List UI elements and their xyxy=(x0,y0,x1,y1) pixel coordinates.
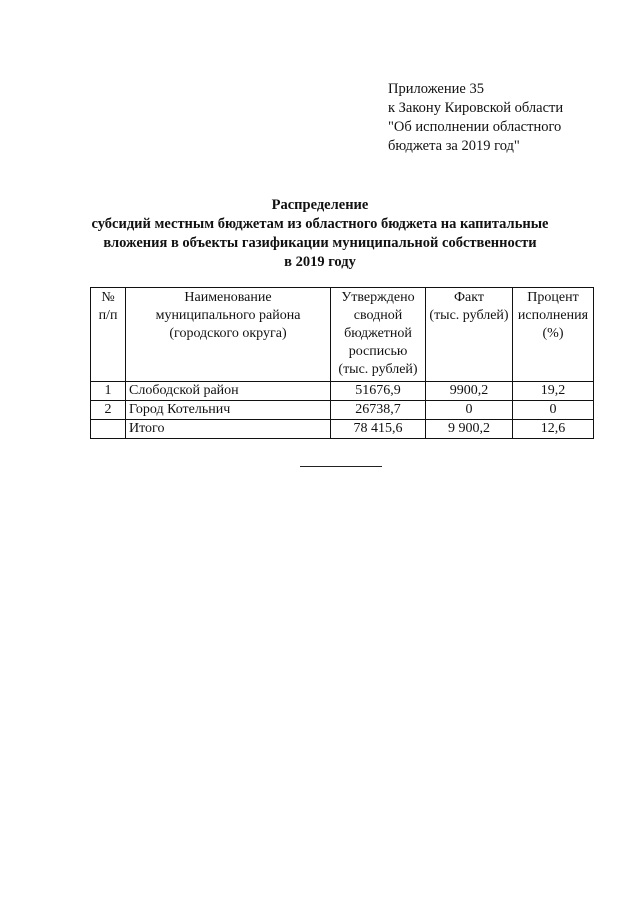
cell-percent: 19,2 xyxy=(513,382,594,401)
header-text: (%) xyxy=(542,326,564,341)
title-line: в 2019 году xyxy=(284,254,356,270)
header-text: Факт xyxy=(453,290,484,305)
cell-fact: 9900,2 xyxy=(426,382,513,401)
header-num xyxy=(91,288,126,382)
header-approved xyxy=(331,288,426,382)
cell-percent: 12,6 xyxy=(513,420,594,439)
table-header xyxy=(91,288,594,382)
header-percent xyxy=(513,288,594,382)
title-line: субсидий местным бюджетам из областного бюджета на капитальные xyxy=(91,216,549,232)
header-text: № xyxy=(101,290,115,305)
appendix-line: к Закону Кировской области xyxy=(388,100,564,116)
header-row xyxy=(91,288,594,382)
header-text: (городского округа) xyxy=(169,326,287,341)
cell-name: Слободской район xyxy=(126,382,331,401)
header-text: муниципального района xyxy=(155,308,301,323)
cell-percent: 0 xyxy=(513,401,594,420)
header-text: (тыс. рублей) xyxy=(429,308,509,323)
table-row xyxy=(91,401,594,420)
cell-num xyxy=(91,420,126,439)
appendix-line: "Об исполнении областного xyxy=(388,119,562,135)
title-line: Распределение xyxy=(271,197,369,213)
header-text: Наименование xyxy=(184,290,272,305)
cell-approved: 78 415,6 xyxy=(331,420,426,439)
header-text: росписью xyxy=(348,344,408,359)
appendix-line: Приложение 35 xyxy=(388,81,484,97)
cell-name: Город Котельнич xyxy=(126,401,331,420)
header-fact xyxy=(426,288,513,382)
total-row xyxy=(91,420,594,439)
header-text: бюджетной xyxy=(344,326,412,341)
appendix-note xyxy=(388,80,628,156)
header-text: (тыс. рублей) xyxy=(338,362,418,377)
header-text: сводной xyxy=(353,308,403,323)
appendix-line: бюджета за 2019 год" xyxy=(388,138,520,154)
closing-divider xyxy=(300,466,382,467)
cell-approved: 51676,9 xyxy=(331,382,426,401)
cell-approved: 26738,7 xyxy=(331,401,426,420)
header-text: Утверждено xyxy=(341,290,415,305)
header-name xyxy=(126,288,331,382)
cell-name: Итого xyxy=(126,420,331,439)
cell-fact: 9 900,2 xyxy=(426,420,513,439)
header-text: п/п xyxy=(98,308,118,323)
subsidy-table xyxy=(90,287,594,439)
cell-num: 2 xyxy=(91,401,126,420)
cell-fact: 0 xyxy=(426,401,513,420)
header-text: Процент xyxy=(527,290,579,305)
header-text: исполнения xyxy=(517,308,589,323)
document-title xyxy=(60,196,580,272)
cell-num: 1 xyxy=(91,382,126,401)
table-row xyxy=(91,382,594,401)
table-body xyxy=(91,382,594,439)
title-line: вложения в объекты газификации муниципальной собственности xyxy=(103,235,537,251)
